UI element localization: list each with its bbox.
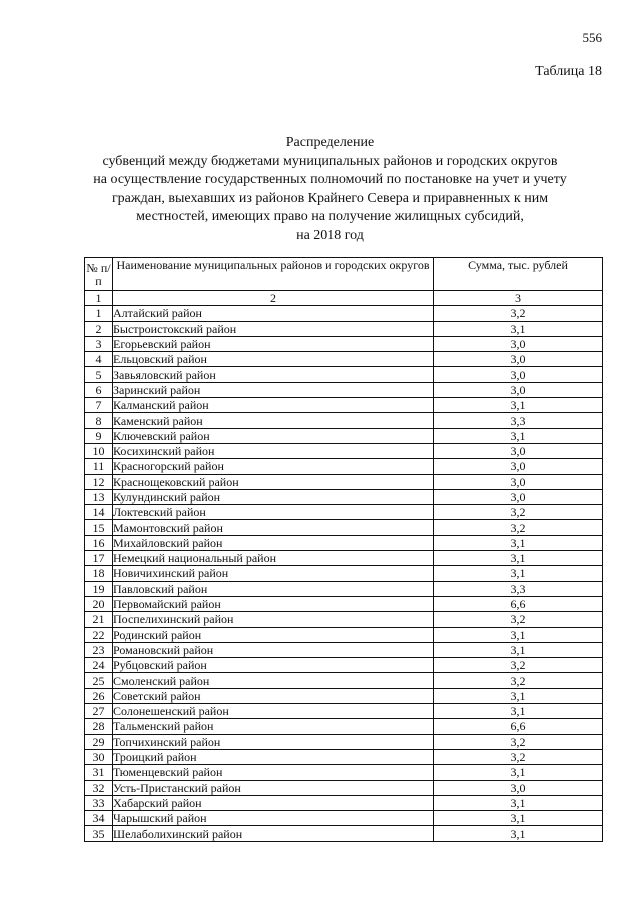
row-number-cell: 11 [85, 459, 113, 474]
amount-cell: 6,6 [434, 596, 603, 611]
district-name-cell: Шелаболихинский район [113, 826, 434, 841]
table-row [85, 719, 603, 734]
table-row [85, 382, 603, 397]
table-row [85, 428, 603, 443]
amount-cell: 3,1 [434, 551, 603, 566]
title-line: Распределение [285, 135, 375, 150]
district-name-cell: Ключевский район [113, 428, 434, 443]
district-name-cell: Каменский район [113, 413, 434, 428]
row-number-cell: 26 [85, 688, 113, 703]
index-cell-3: 3 [434, 291, 603, 306]
district-name-cell: Тюменцевский район [113, 765, 434, 780]
district-name-cell: Тальменский район [113, 719, 434, 734]
district-name-cell: Ельцовский район [113, 352, 434, 367]
table-row [85, 765, 603, 780]
table-row [85, 749, 603, 764]
district-name-cell: Смоленский район [113, 673, 434, 688]
header-number: № п/п [85, 258, 113, 291]
table-row [85, 581, 603, 596]
table-row [85, 642, 603, 657]
amount-cell: 3,0 [434, 336, 603, 351]
table-row [85, 398, 603, 413]
row-number-cell: 13 [85, 489, 113, 504]
district-name-cell: Краснощековский район [113, 474, 434, 489]
table-row [85, 535, 603, 550]
amount-cell: 3,1 [434, 321, 603, 336]
amount-cell: 3,0 [434, 474, 603, 489]
amount-cell: 3,1 [434, 428, 603, 443]
title-line: субвенций между бюджетами муниципальных районов и городских округов [102, 153, 558, 169]
row-number-cell: 10 [85, 443, 113, 458]
row-number-cell: 35 [85, 826, 113, 841]
table-row [85, 505, 603, 520]
amount-cell: 3,1 [434, 566, 603, 581]
amount-cell: 3,3 [434, 581, 603, 596]
row-number-cell: 33 [85, 795, 113, 810]
district-name-cell: Хабарский район [113, 795, 434, 810]
row-number-cell: 14 [85, 505, 113, 520]
amount-cell: 3,1 [434, 765, 603, 780]
row-number-cell: 29 [85, 734, 113, 749]
table-row [85, 321, 603, 336]
table-row [85, 352, 603, 367]
amount-cell: 3,1 [434, 795, 603, 810]
row-number-cell: 25 [85, 673, 113, 688]
amount-cell: 3,0 [434, 367, 603, 382]
district-name-cell: Советский район [113, 688, 434, 703]
row-number-cell: 28 [85, 719, 113, 734]
row-number-cell: 32 [85, 780, 113, 795]
row-number-cell: 5 [85, 367, 113, 382]
table-row [85, 551, 603, 566]
district-name-cell: Чарышский район [113, 811, 434, 826]
table-index-row [85, 291, 603, 306]
page-number: 556 [582, 30, 602, 45]
district-name-cell: Михайловский район [113, 535, 434, 550]
district-name-cell: Павловский район [113, 581, 434, 596]
title-line: местностей, имеющих право на получение жилищных субсидий, [136, 209, 524, 225]
table-row [85, 612, 603, 627]
index-cell-1: 1 [85, 291, 113, 306]
district-name-cell: Завьяловский район [113, 367, 434, 382]
table-row [85, 443, 603, 458]
amount-cell: 3,2 [434, 658, 603, 673]
district-name-cell: Топчихинский район [113, 734, 434, 749]
district-name-cell: Рубцовский район [113, 658, 434, 673]
amount-cell: 3,1 [434, 398, 603, 413]
district-name-cell: Усть-Пристанский район [113, 780, 434, 795]
amount-cell: 3,2 [434, 505, 603, 520]
amount-cell: 3,1 [434, 627, 603, 642]
district-name-cell: Новичихинский район [113, 566, 434, 581]
row-number-cell: 2 [85, 321, 113, 336]
district-name-cell: Алтайский район [113, 306, 434, 321]
district-name-cell: Локтевский район [113, 505, 434, 520]
header-name: Наименование муниципальных районов и городских округов [113, 258, 434, 291]
district-name-cell: Косихинский район [113, 443, 434, 458]
row-number-cell: 1 [85, 306, 113, 321]
row-number-cell: 6 [85, 382, 113, 397]
amount-cell: 3,0 [434, 443, 603, 458]
amount-cell: 3,1 [434, 642, 603, 657]
header-sum: Сумма, тыс. рублей [434, 258, 603, 291]
table-row [85, 336, 603, 351]
amount-cell: 3,2 [434, 306, 603, 321]
table-header-row [85, 258, 603, 291]
district-name-cell: Заринский район [113, 382, 434, 397]
table-label: Таблица 18 [535, 64, 602, 79]
row-number-cell: 9 [85, 428, 113, 443]
amount-cell: 3,2 [434, 612, 603, 627]
district-name-cell: Быстроистокский район [113, 321, 434, 336]
amount-cell: 3,2 [434, 673, 603, 688]
row-number-cell: 7 [85, 398, 113, 413]
index-cell-2: 2 [113, 291, 434, 306]
row-number-cell: 3 [85, 336, 113, 351]
row-number-cell: 30 [85, 749, 113, 764]
title-line: граждан, выехавших из районов Крайнего Севера и приравненных к ним [111, 190, 549, 206]
table-row [85, 367, 603, 382]
row-number-cell: 22 [85, 627, 113, 642]
table-row [85, 596, 603, 611]
table-row [85, 627, 603, 642]
row-number-cell: 24 [85, 658, 113, 673]
amount-cell: 3,3 [434, 413, 603, 428]
district-name-cell: Романовский район [113, 642, 434, 657]
distribution-table [84, 257, 603, 842]
table-row [85, 688, 603, 703]
table-row [85, 520, 603, 535]
amount-cell: 3,0 [434, 382, 603, 397]
table-row [85, 780, 603, 795]
table-row [85, 673, 603, 688]
district-name-cell: Родинский район [113, 627, 434, 642]
amount-cell: 3,1 [434, 811, 603, 826]
row-number-cell: 21 [85, 612, 113, 627]
row-number-cell: 19 [85, 581, 113, 596]
row-number-cell: 17 [85, 551, 113, 566]
table-row [85, 489, 603, 504]
table-row [85, 734, 603, 749]
district-name-cell: Троицкий район [113, 749, 434, 764]
district-name-cell: Калманский район [113, 398, 434, 413]
table-row [85, 459, 603, 474]
title-line: на 2018 год [296, 227, 364, 243]
amount-cell: 3,1 [434, 704, 603, 719]
table-row [85, 811, 603, 826]
row-number-cell: 16 [85, 535, 113, 550]
row-number-cell: 15 [85, 520, 113, 535]
row-number-cell: 12 [85, 474, 113, 489]
amount-cell: 3,2 [434, 734, 603, 749]
document-title [70, 134, 590, 246]
amount-cell: 3,1 [434, 535, 603, 550]
amount-cell: 3,2 [434, 749, 603, 764]
row-number-cell: 23 [85, 642, 113, 657]
district-name-cell: Красногорский район [113, 459, 434, 474]
table-row [85, 413, 603, 428]
district-name-cell: Мамонтовский район [113, 520, 434, 535]
table-row [85, 826, 603, 841]
row-number-cell: 18 [85, 566, 113, 581]
row-number-cell: 20 [85, 596, 113, 611]
row-number-cell: 31 [85, 765, 113, 780]
amount-cell: 3,0 [434, 780, 603, 795]
table-row [85, 658, 603, 673]
row-number-cell: 8 [85, 413, 113, 428]
table-row [85, 306, 603, 321]
amount-cell: 3,2 [434, 520, 603, 535]
table-row [85, 795, 603, 810]
amount-cell: 3,1 [434, 826, 603, 841]
amount-cell: 6,6 [434, 719, 603, 734]
amount-cell: 3,1 [434, 688, 603, 703]
row-number-cell: 4 [85, 352, 113, 367]
row-number-cell: 34 [85, 811, 113, 826]
amount-cell: 3,0 [434, 489, 603, 504]
table-body [85, 291, 603, 842]
district-name-cell: Поспелихинский район [113, 612, 434, 627]
district-name-cell: Первомайский район [113, 596, 434, 611]
district-name-cell: Солонешенский район [113, 704, 434, 719]
table-row [85, 474, 603, 489]
district-name-cell: Кулундинский район [113, 489, 434, 504]
district-name-cell: Немецкий национальный район [113, 551, 434, 566]
amount-cell: 3,0 [434, 459, 603, 474]
title-line: на осуществление государственных полномочий по постановке на учет и учету [93, 172, 567, 188]
district-name-cell: Егорьевский район [113, 336, 434, 351]
row-number-cell: 27 [85, 704, 113, 719]
table-row [85, 566, 603, 581]
table-row [85, 704, 603, 719]
amount-cell: 3,0 [434, 352, 603, 367]
